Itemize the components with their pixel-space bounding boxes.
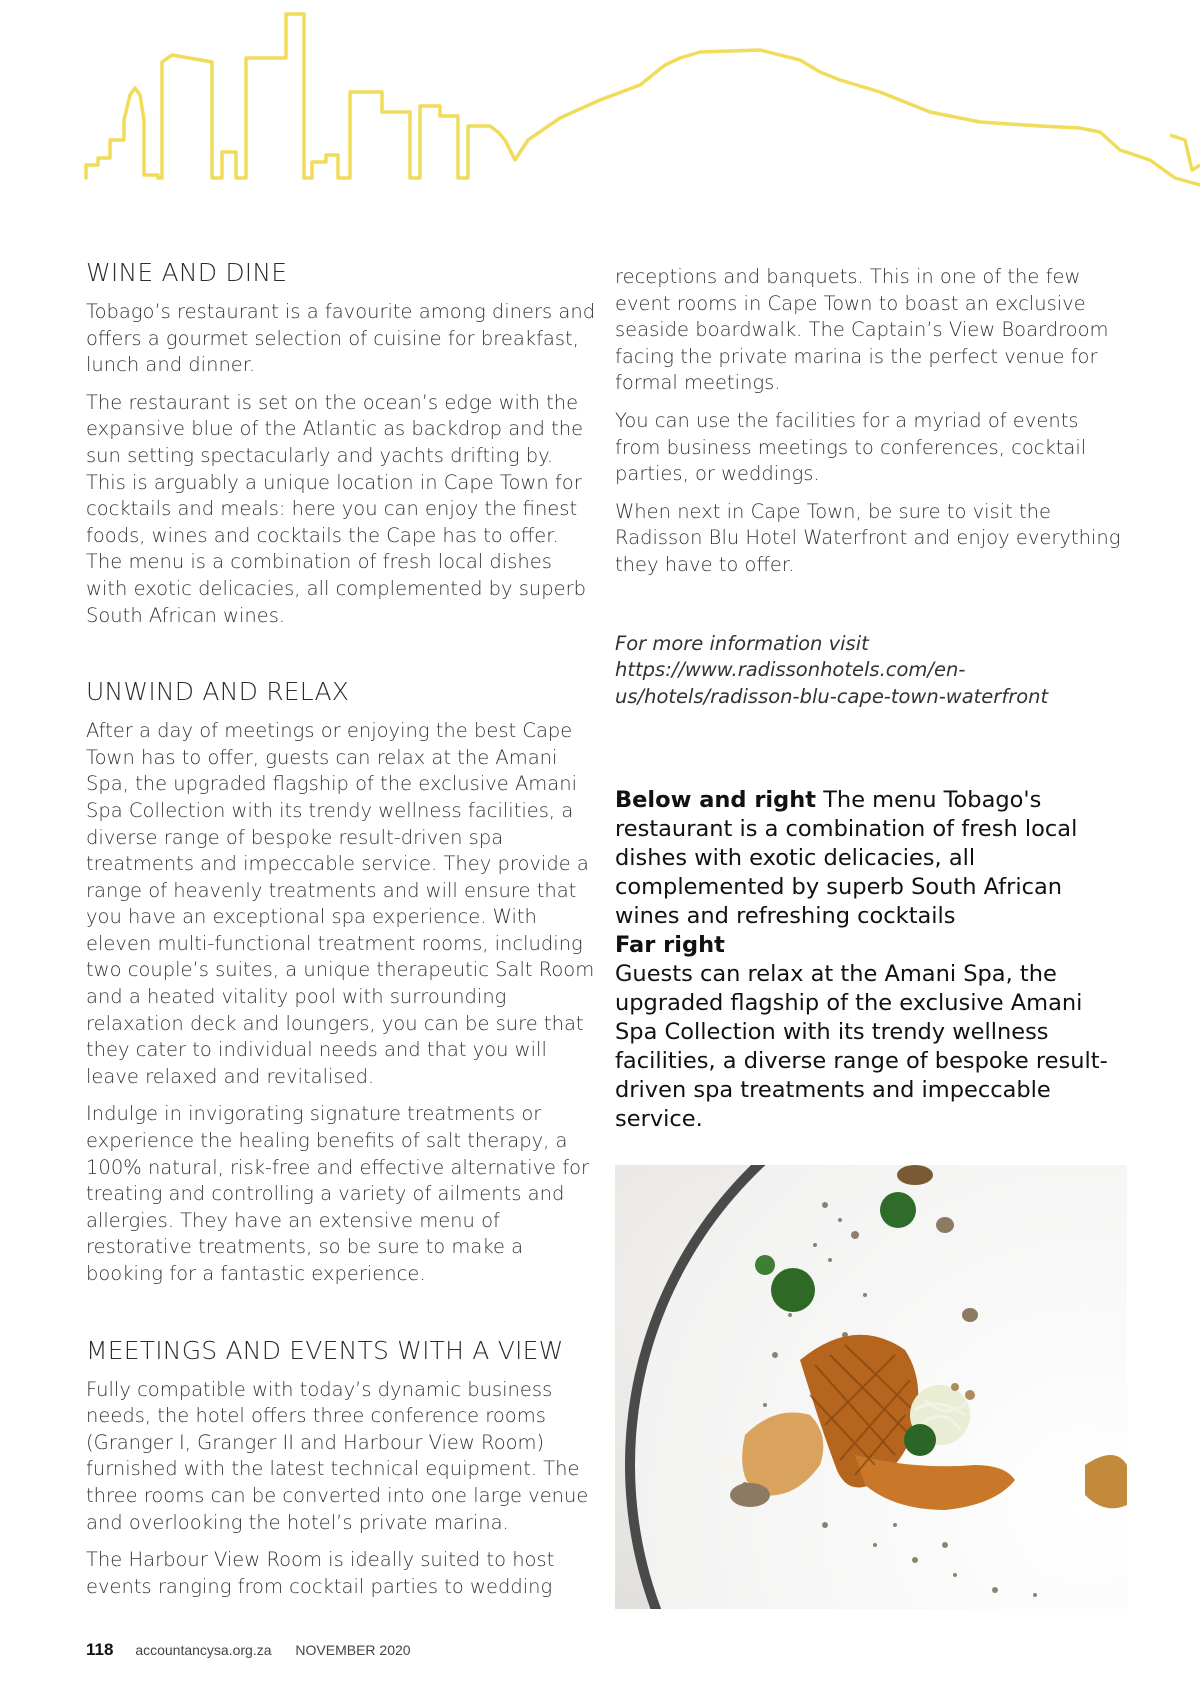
left-column	[86, 258, 596, 1611]
cape-town-skyline-illustration	[0, 0, 1200, 200]
paragraph: When next in Cape Town, be sure to visit the Radisson Blu Hotel Waterfront and enjoy everything they have to offer.	[615, 499, 1121, 576]
caption-text: Guests can relax at the Amani Spa, the upgraded flagship of the exclusive Amani Spa Collection with its trendy wellness facilities, a diverse range of bespoke result-driven spa treatments and impeccable service.	[615, 961, 1108, 1133]
page-number: 118	[86, 1640, 114, 1659]
paragraph: The restaurant is set on the ocean’s edge with the expansive blue of the Atlantic as backdrop and the sun setting spectacularly and yachts drifting by. This is arguably a unique location in Cape Town for cocktails and meals: here you can enjoy the finest foods, wines and cocktails the Cape has to offer. The menu is a combination of fresh local dishes with exotic delicacies, all complemented by superb South African wines.	[86, 390, 587, 627]
paragraph: Tobago’s restaurant is a favourite among diners and offers a gourmet selection of cuisine for breakfast, lunch and dinner.	[86, 300, 596, 377]
caption-label-below-and-right: Below and right	[615, 787, 817, 814]
paragraph: After a day of meetings or enjoying the best Cape Town has to offer, guests can relax at the Amani Spa, the upgraded flagship of the exclusive Amani Spa Collection with its trendy wellness facilities, a diverse range of bespoke result-driven spa treatments and impeccable service. They provide a range of heavenly treatments and will ensure that you have an exceptional spa experience. With eleven multi-functional treatment rooms, including two couple’s suites, a unique therapeutic Salt Room and a heated vitality pool with surrounding relaxation deck and loungers, you can be sure that they cater to individual needs and that you will leave relaxed and revitalised.	[86, 719, 595, 1088]
paragraph: Fully compatible with today’s dynamic business needs, the hotel offers three conference rooms (Granger I, Granger II and Harbour View Room) furnished with the latest technical equipment. The three rooms can be converted into one large venue and overlooking the hotel’s private marina.	[86, 1377, 589, 1534]
section-heading-unwind-and-relax: UNWIND AND RELAX	[86, 677, 350, 707]
footer-issue: NOVEMBER 2020	[295, 1642, 411, 1658]
food-plate-photo	[615, 1165, 1127, 1609]
caption-label-far-right: Far right	[615, 932, 725, 959]
paragraph: Indulge in invigorating signature treatments or experience the healing benefits of salt therapy, a 100% natural, risk-free and effective alternative for treating and controlling a variety of ailments and allergies. They have an extensive menu of restorative treatments, so be sure to make a booking for a fantastic experience.	[86, 1102, 590, 1285]
right-column	[615, 264, 1125, 1134]
info-link-text[interactable]: For more information visit https://www.radissonhotels.com/en-us/hotels/radisson-blu-cape-town-waterfront	[615, 631, 1049, 708]
paragraph: You can use the facilities for a myriad of events from business meetings to conferences, cocktail parties, or weddings.	[615, 408, 1087, 486]
footer-website[interactable]: accountancysa.org.za	[135, 1642, 272, 1658]
section-heading-wine-and-dine: WINE AND DINE	[86, 258, 288, 287]
paragraph: receptions and banquets. This in one of the few event rooms in Cape Town to boast an exclusive seaside boardwalk. The Captain’s View Boardroom facing the private marina is the perfect venue for formal meetings.	[615, 265, 1109, 395]
page-footer	[86, 1640, 411, 1660]
food-plate-illustration	[615, 1165, 1127, 1609]
section-heading-meetings-and-events: MEETINGS AND EVENTS WITH A VIEW	[86, 1335, 564, 1365]
paragraph: The Harbour View Room is ideally suited to host events ranging from cocktail parties to wedding	[86, 1548, 555, 1598]
caption-text: The menu Tobago's restaurant is a combination of fresh local dishes with exotic delicacies, all complemented by superb South African wines and refreshing cocktails	[615, 787, 1078, 930]
photo-caption	[615, 786, 1125, 1134]
